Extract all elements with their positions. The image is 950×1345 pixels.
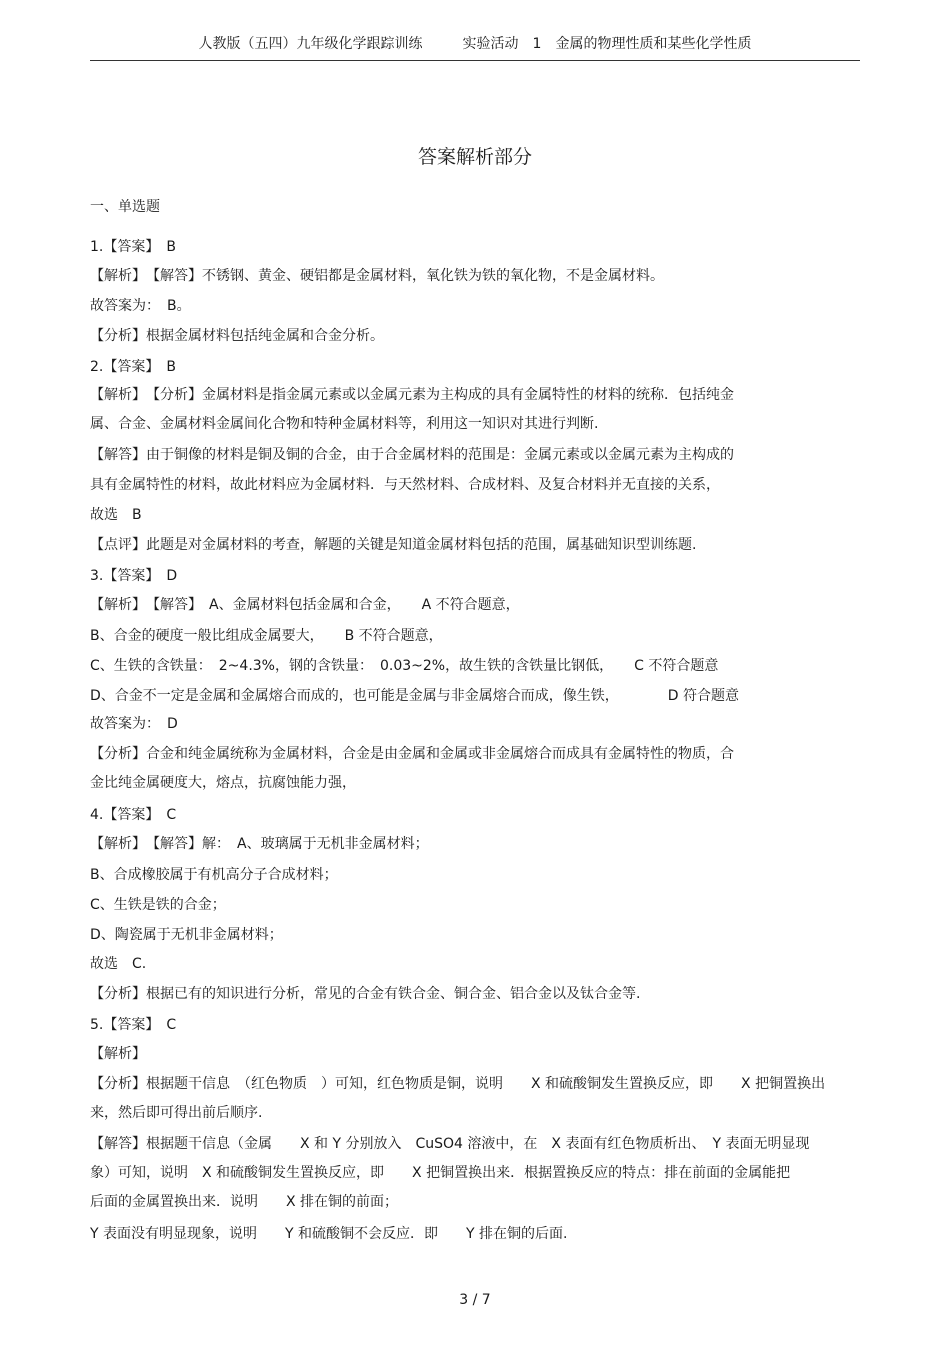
text-line: 来，然后即可得出前后顺序.: [90, 1105, 263, 1121]
text-line: 【解答】根据题干信息（金属 X 和 Y 分别放入 CuSO4 溶液中，在 X 表面有红色物质析出、 Y 表面无明显现: [90, 1136, 810, 1152]
text-line: B、合金的硬度一般比组成金属要大， B 不符合题意，: [90, 628, 443, 644]
text-line: 【解析】 【解答】解： A、玻璃属于无机非金属材料；: [90, 836, 429, 852]
text-line: 后面的金属置换出来．说明 X 排在铜的前面；: [90, 1194, 399, 1210]
page-number: 3 / 7: [459, 1292, 491, 1308]
text-line: 【解析】 【解答】不锈钢、黄金、硬铝都是金属材料，氧化铁为铁的氧化物，不是金属材料。: [90, 268, 664, 284]
text-line: 3.【答案】 D: [90, 568, 178, 584]
text-line: 属、合金、金属材料金属间化合物和特种金属材料等，利用这一知识对其进行判断.: [90, 416, 599, 432]
header-left: 人教版（五四）九年级化学跟踪训练: [198, 36, 423, 52]
text-line: 【解答】由于铜像的材料是铜及铜的合金，由于合金属材料的范围是：金属元素或以金属元素为主构成的: [90, 447, 734, 463]
text-line: 故答案为： B。: [90, 298, 191, 314]
text-line: 【分析】合金和纯金属统称为金属材料，合金是由金属和金属或非金属熔合而成具有金属特性的物质，合: [90, 746, 734, 762]
text-line: 象）可知，说明 X 和硫酸铜发生置换反应，即 X 把铜置换出来．根据置换反应的特点：排在前面的金属能把: [90, 1165, 791, 1181]
text-line: 金比纯金属硬度大，熔点，抗腐蚀能力强，: [90, 775, 356, 791]
header-right: 实验活动 1 金属的物理性质和某些化学性质: [462, 36, 752, 52]
text-line: 故选 B: [90, 507, 142, 523]
section-title: 答案解析部分: [417, 146, 532, 168]
text-line: C、生铁是铁的合金；: [90, 897, 226, 913]
text-line: 故答案为： D: [90, 716, 178, 732]
text-line: 【点评】此题是对金属材料的考查，解题的关键是知道金属材料包括的范围，属基础知识型训练题.: [90, 537, 697, 553]
page-header: [90, 34, 860, 54]
text-line: D、陶瓷属于无机非金属材料；: [90, 927, 283, 943]
text-line: B、合成橡胶属于有机高分子合成材料；: [90, 867, 338, 883]
text-line: 【解析】: [90, 1046, 146, 1062]
text-line: 5.【答案】 C: [90, 1017, 177, 1033]
text-line: 2.【答案】 B: [90, 359, 176, 375]
text-line: 具有金属特性的材料，故此材料应为金属材料．与天然材料、合成材料、及复合材料并无直接的关系，: [90, 477, 720, 493]
text-line: 【分析】根据已有的知识进行分析，常见的合金有铁合金、铜合金、铝合金以及钛合金等.: [90, 986, 641, 1002]
text-line: 1.【答案】 B: [90, 239, 176, 255]
text-line: 4.【答案】 C: [90, 807, 177, 823]
text-line: 【分析】根据金属材料包括纯金属和合金分析。: [90, 328, 384, 344]
text-line: 故选 C.: [90, 956, 147, 972]
text-line: Y 表面没有明显现象，说明 Y 和硫酸铜不会反应．即 Y 排在铜的后面.: [90, 1226, 568, 1242]
section-heading: 一、单选题: [90, 199, 160, 215]
text-line: 【分析】根据题干信息 （红色物质 ）可知，红色物质是铜，说明 X 和硫酸铜发生置换反应，即 X 把铜置换出: [90, 1076, 826, 1092]
text-line: 【解析】 【解答】 A、金属材料包括金属和合金， A 不符合题意，: [90, 597, 520, 613]
text-line: 【解析】 【分析】金属材料是指金属元素或以金属元素为主构成的具有金属特性的材料的统称．包括纯金: [90, 387, 734, 403]
header-rule: [90, 60, 860, 61]
text-line: D、合金不一定是金属和金属熔合而成的，也可能是金属与非金属熔合而成，像生铁， D 符合题意: [90, 688, 740, 704]
text-line: C、生铁的含铁量： 2~4.3%，钢的含铁量： 0.03~2%，故生铁的含铁量比钢低， C 不符合题意: [90, 658, 719, 674]
